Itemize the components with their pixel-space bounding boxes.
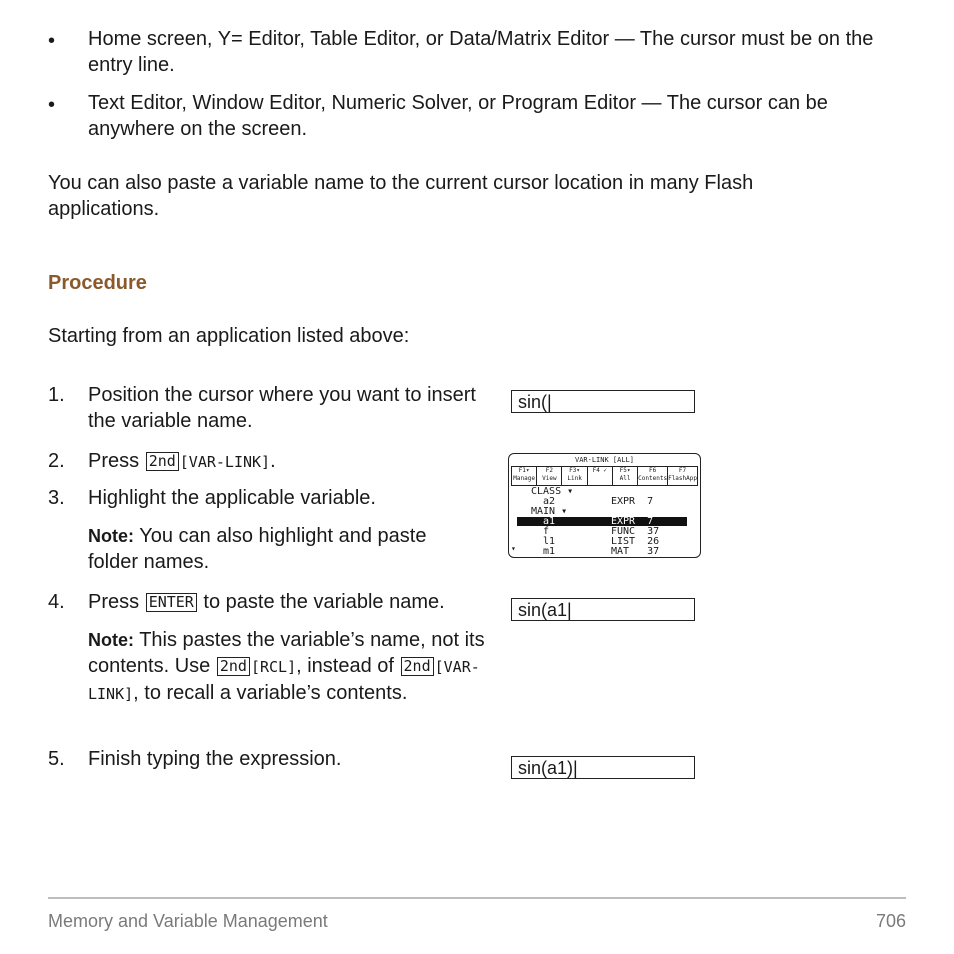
key-2nd: 2nd: [401, 657, 434, 676]
step-4-note: [88, 627, 498, 707]
entry-line-1: sin(|: [511, 390, 695, 413]
toolbar-tab-f2: F2 View: [537, 467, 562, 485]
page-number: 706: [875, 911, 906, 931]
step-number: 4.: [48, 591, 65, 613]
bullet-symbol: •: [48, 94, 56, 116]
step-1-text: Position the cursor where you want to insert the variable name.: [88, 384, 476, 432]
var-row-name[interactable]: MAIN ▾: [531, 506, 568, 517]
screen-toolbar: [511, 466, 698, 486]
bullet-item-1: Home screen, Y= Editor, Table Editor, or Data/Matrix Editor — The cursor must be on the entry line.: [88, 28, 874, 76]
entry-line-2: sin(a1|: [511, 598, 695, 621]
var-row-name[interactable]: a2: [531, 496, 556, 507]
var-row-info: FUNC 37: [611, 526, 660, 537]
var-row-info: EXPR 7: [611, 496, 654, 507]
scroll-down-icon: ▾: [511, 544, 516, 553]
note-text-1: This pastes the variable’s name, not its contents. Use: [88, 629, 485, 677]
key-2nd: 2nd: [146, 452, 179, 471]
var-row-name[interactable]: m1: [531, 546, 556, 557]
var-row-name[interactable]: CLASS ▾: [531, 486, 574, 497]
bullet-symbol: •: [48, 30, 56, 52]
note-text-2: , instead of: [296, 655, 394, 677]
var-row-name[interactable]: a1: [531, 516, 556, 527]
key-2nd: 2nd: [217, 657, 250, 676]
var-row-info: EXPR 7: [611, 516, 654, 527]
footer-rule: [48, 897, 906, 899]
step-number: 3.: [48, 487, 65, 509]
toolbar-tab-f1: F1▾ Manage: [512, 467, 537, 485]
var-link-screen: [508, 453, 701, 558]
note-label: Note:: [88, 630, 134, 650]
step-4-suffix: to paste the variable name.: [203, 591, 445, 613]
step-2-prefix: Press: [88, 450, 140, 472]
toolbar-tab-f5: F5▾ All: [613, 467, 638, 485]
bullet-item-2: Text Editor, Window Editor, Numeric Solver, or Program Editor — The cursor can be anywhere on the screen.: [88, 92, 828, 140]
screen-title: VAR-LINK [ALL]: [574, 456, 634, 464]
step-4-text: [88, 589, 445, 615]
var-row-name[interactable]: l1: [531, 536, 556, 547]
entry-line-3: sin(a1)|: [511, 756, 695, 779]
var-row-info: MAT 37: [611, 546, 660, 557]
step-number: 5.: [48, 748, 65, 770]
key-var-link: [VAR-LINK]: [88, 658, 480, 703]
var-row-name[interactable]: f: [531, 526, 550, 537]
step-3-text: Highlight the applicable variable.: [88, 487, 376, 509]
footer-section-title: Memory and Variable Management: [48, 911, 328, 931]
procedure-heading: Procedure: [48, 272, 147, 294]
step-2-suffix: .: [270, 450, 276, 472]
step-3-note: [88, 523, 478, 575]
key-rcl: [RCL]: [250, 658, 297, 676]
procedure-intro: Starting from an application listed above:: [48, 325, 410, 347]
step-4-prefix: Press: [88, 591, 140, 613]
toolbar-tab-f3: F3▾ Link: [562, 467, 587, 485]
toolbar-tab-f4: F4 ✓: [588, 467, 613, 485]
step-2-text: [88, 448, 276, 475]
step-5-text: Finish typing the expression.: [88, 748, 342, 770]
note-text-3: , to recall a variable’s contents.: [133, 682, 408, 704]
toolbar-tab-f7: F7 FlashApp: [668, 467, 697, 482]
note-label: Note:: [88, 526, 134, 546]
toolbar-tab-f6: F6 Contents: [638, 467, 668, 485]
step-number: 1.: [48, 384, 65, 406]
key-var-link: [VAR-LINK]: [179, 453, 271, 471]
step-number: 2.: [48, 450, 65, 472]
var-row-info: LIST 26: [611, 536, 660, 547]
paste-paragraph: You can also paste a variable name to the current cursor location in many Flash applications.: [48, 172, 754, 220]
note-text: You can also highlight and paste folder names.: [88, 525, 427, 573]
key-enter: ENTER: [146, 593, 197, 612]
